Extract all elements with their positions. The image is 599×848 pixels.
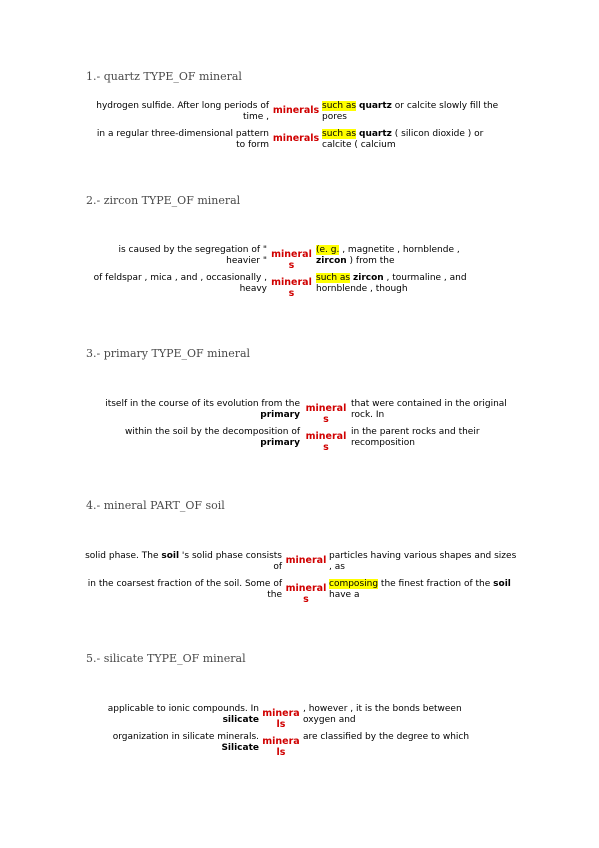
context-left: in a regular three-dimensional pattern to form [96, 129, 269, 150]
section-heading: 4.- mineral PART_OF soil [86, 499, 225, 512]
context-right: particles having various shapes and sizes , as [329, 551, 517, 572]
context-left: within the soil by the decomposition of primary [124, 427, 300, 448]
context-left: applicable to ionic compounds. In silicate [107, 704, 259, 725]
context-left: of feldspar , mica , and , occasionally , heavy [93, 273, 267, 294]
context-right: , however , it is the bonds between oxygen and [303, 704, 462, 725]
keyword: minerals [272, 133, 320, 144]
section-heading: 5.- silicate TYPE_OF mineral [86, 652, 246, 665]
context-right: (e. g. , magnetite , hornblende , zircon ) from the [316, 245, 460, 266]
keyword: minerals [272, 105, 320, 116]
section-heading: 1.- quartz TYPE_OF mineral [86, 70, 242, 83]
context-left: hydrogen sulfide. After long periods of time , [96, 101, 269, 122]
keyword: minerals [305, 403, 347, 425]
context-right: such as quartz or calcite slowly fill the pores [322, 101, 499, 122]
context-right: composing the finest fraction of the soil have a [329, 579, 511, 600]
context-right: are classified by the degree to which [303, 732, 470, 742]
keyword: minerals [262, 708, 300, 730]
context-right: that were contained in the original rock. In [351, 399, 507, 420]
context-left: is caused by the segregation of " heavier " [118, 245, 267, 266]
context-left: itself in the course of its evolution from the primary [105, 399, 300, 420]
context-left: organization in silicate minerals. Silicate [112, 732, 259, 753]
context-left: solid phase. The soil 's solid phase consists of [85, 551, 282, 572]
keyword: mineral [285, 555, 327, 566]
context-left: in the coarsest fraction of the soil. Some of the [87, 579, 282, 600]
section-heading: 3.- primary TYPE_OF mineral [86, 347, 251, 360]
section-heading: 2.- zircon TYPE_OF mineral [86, 194, 241, 207]
context-right: such as zircon , tourmaline , and hornblende , though [316, 273, 467, 294]
keyword: minerals [262, 736, 300, 758]
keyword: minerals [285, 583, 327, 605]
context-right: such as quartz ( silicon dioxide ) or calcite ( calcium [322, 129, 484, 150]
keyword: minerals [271, 249, 312, 271]
keyword: minerals [305, 431, 347, 453]
context-right: in the parent rocks and their recomposition [351, 427, 480, 448]
keyword: minerals [271, 277, 312, 299]
